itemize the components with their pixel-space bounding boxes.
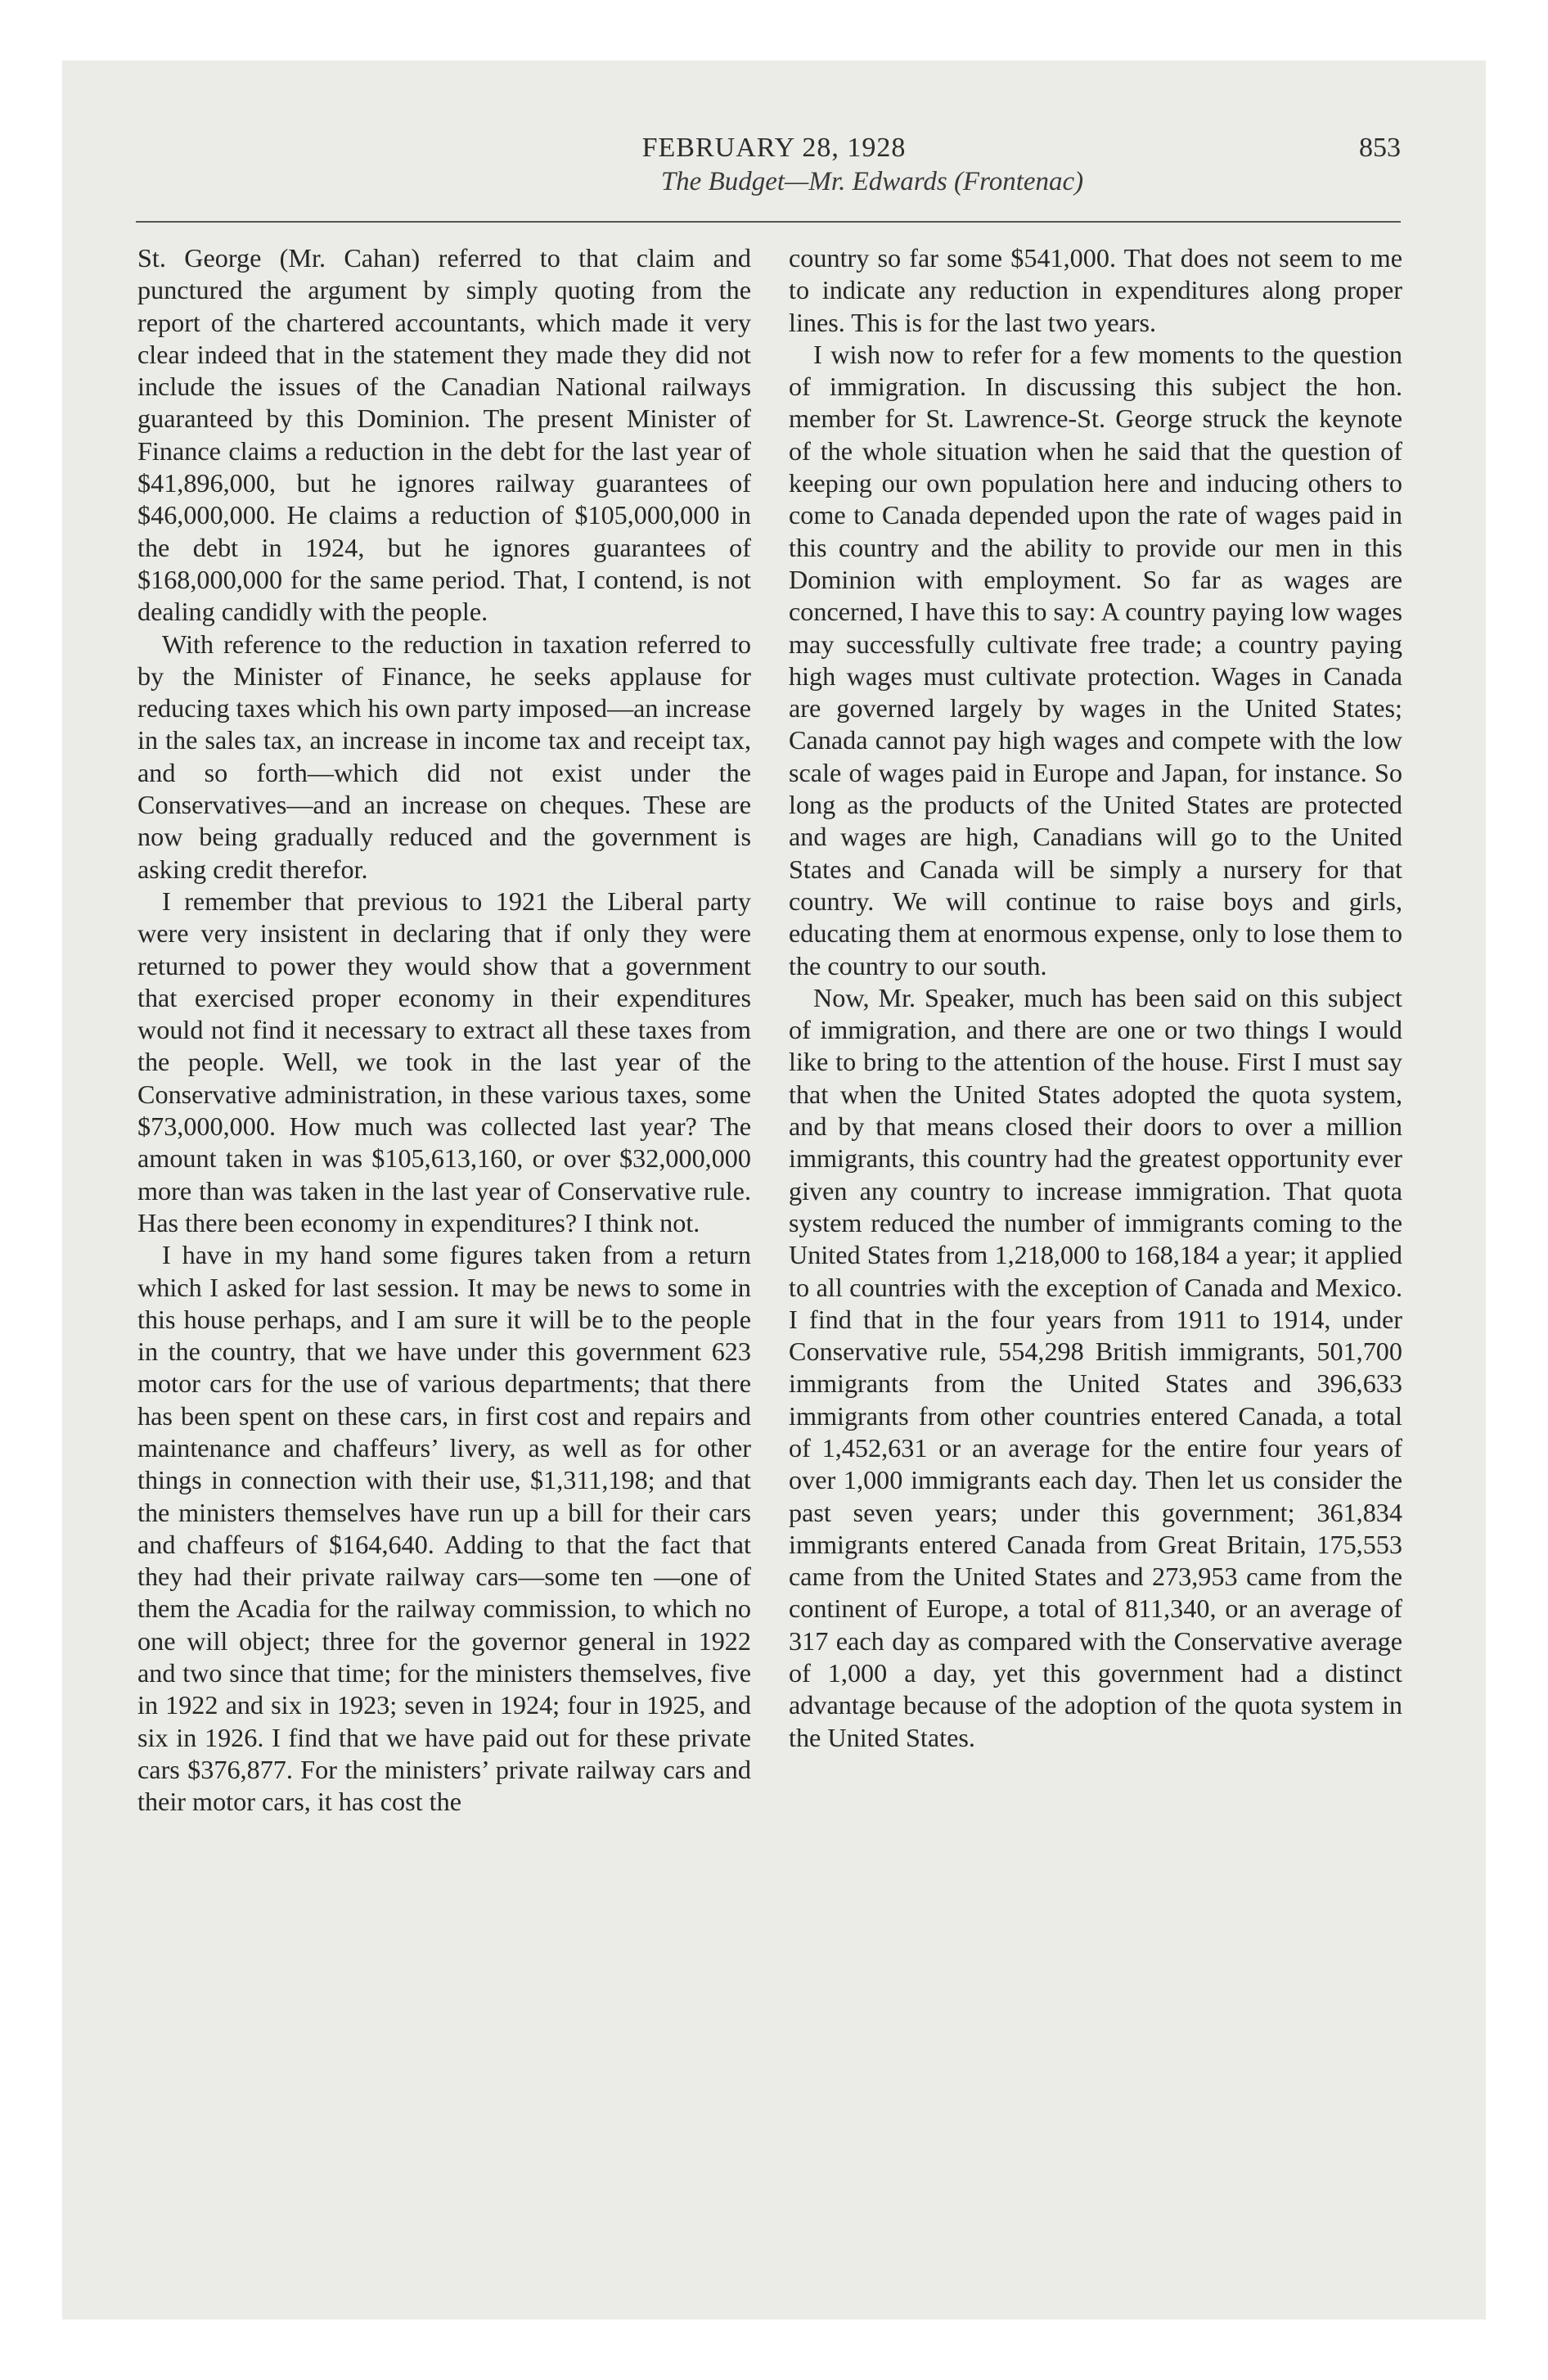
- page-number: 853: [1359, 133, 1401, 163]
- header-rule: [136, 221, 1401, 223]
- running-header: [62, 133, 1486, 206]
- left-column: [137, 242, 751, 1819]
- paragraph: St. George (Mr. Cahan) referred to that claim and punctured the argument by simply quoting from the report of the chartered accountants, which made it very clear indeed that in the statement they made they did not include the issues of the Canadian National railways guaranteed by this Dominion. The present Minister of Finance claims a reduction in the debt for the last year of $41,896,000, but he ignores railway guarantees of $46,000,000. He claims a reduction of $105,000,000 in the debt in 1924, but he ignores guarantees of $168,000,000 for the same period. That, I contend, is not dealing candidly with the people.: [137, 243, 751, 627]
- header-date: FEBRUARY 28, 1928: [641, 133, 907, 163]
- header-subtitle: The Budget—Mr. Edwards (Frontenac): [660, 167, 1084, 196]
- paragraph: Now, Mr. Speaker, much has been said on this subject of immigration, and there are one or two things I would like to bring to the attention of the house. First I must say that when the United States adopted the quota system, and by that means closed their doors to over a million immigrants, this country had the greatest opportunity ever given any country to increase immigration. That quota system reduced the number of immigrants coming to the United States from 1,218,000 to 168,184 a year; it applied to all countries with the exception of Canada and Mexico. I find that in the four years from 1911 to 1914, under Conservative rule, 554,298 British immigrants, 501,700 immigrants from the United States and 396,633 immigrants from other countries entered Canada, a total of 1,452,631 or an average for the entire four years of over 1,000 immigrants each day. Then let us consider the past seven years; under this government; 361,834 immigrants entered Canada from Great Britain, 175,553 came from the United States and 273,953 came from the continent of Europe, a total of 811,340, or an average of 317 each day as compared with the Conservative average of 1,000 a day, yet this government had a distinct advantage because of the adoption of the quota system in the United States.: [789, 982, 1402, 1752]
- paragraph: I wish now to refer for a few moments to the question of immigration. In discussing this subject the hon. member for St. Lawrence-St. George struck the keynote of the whole situation when he said that the question of keeping our own population here and inducing others to come to Canada depended upon the rate of wages paid in this country and the ability to provide our men in this Dominion with employment. So far as wages are concerned, I have this to say: A country paying low wages may successfully cultivate free trade; a country paying high wages must cultivate protection. Wages in Canada are governed largely by wages in the United States; Canada cannot pay high wages and compete with the low scale of wages paid in Europe and Japan, for instance. So long as the products of the United States are protected and wages are high, Canadians will go to the United States and Canada will be simply a nursery for that country. We will continue to raise boys and girls, educating them at enormous expense, only to lose them to the country to our south.: [789, 339, 1402, 980]
- right-column: [789, 242, 1402, 1754]
- paragraph: country so far some $541,000. That does not seem to me to indicate any reduction in expenditures along proper lines. This is for the last two years.: [789, 243, 1402, 337]
- paragraph: I have in my hand some figures taken from a return which I asked for last session. It may be news to some in this house perhaps, and I am sure it will be to the people in the country, that we have under this government 623 motor cars for the use of various departments; that there has been spent on these cars, in first cost and repairs and maintenance and chaffeurs’ livery, as well as for other things in connection with their use, $1,311,198; and that the ministers themselves have run up a bill for their cars and chaffeurs of $164,640. Adding to that the fact that they had their private railway cars—some ten —one of them the Acadia for the railway commission, to which no one will object; three for the governor general in 1922 and two since that time; for the ministers themselves, five in 1922 and six in 1923; seven in 1924; four in 1925, and six in 1926. I find that we have paid out for these private cars $376,877. For the ministers’ private railway cars and their motor cars, it has cost the: [137, 1240, 751, 1817]
- paragraph: I remember that previous to 1921 the Liberal party were very insistent in declaring that if only they were returned to power they would show that a government that exercised proper economy in their expenditures would not find it necessary to extract all these taxes from the people. Well, we took in the last year of the Conservative administration, in these various taxes, some $73,000,000. How much was collected last year? The amount taken in was $105,613,160, or over $32,000,000 more than was taken in the last year of Conservative rule. Has there been economy in expenditures? I think not.: [137, 886, 751, 1237]
- paragraph: With reference to the reduction in taxation referred to by the Minister of Finance, he seeks applause for reducing taxes which his own party imposed—an increase in the sales tax, an increase in income tax and receipt tax, and so forth—which did not exist under the Conservatives—and an increase on cheques. These are now being gradually reduced and the government is asking credit therefor.: [137, 629, 751, 884]
- scanned-page: [62, 61, 1486, 2319]
